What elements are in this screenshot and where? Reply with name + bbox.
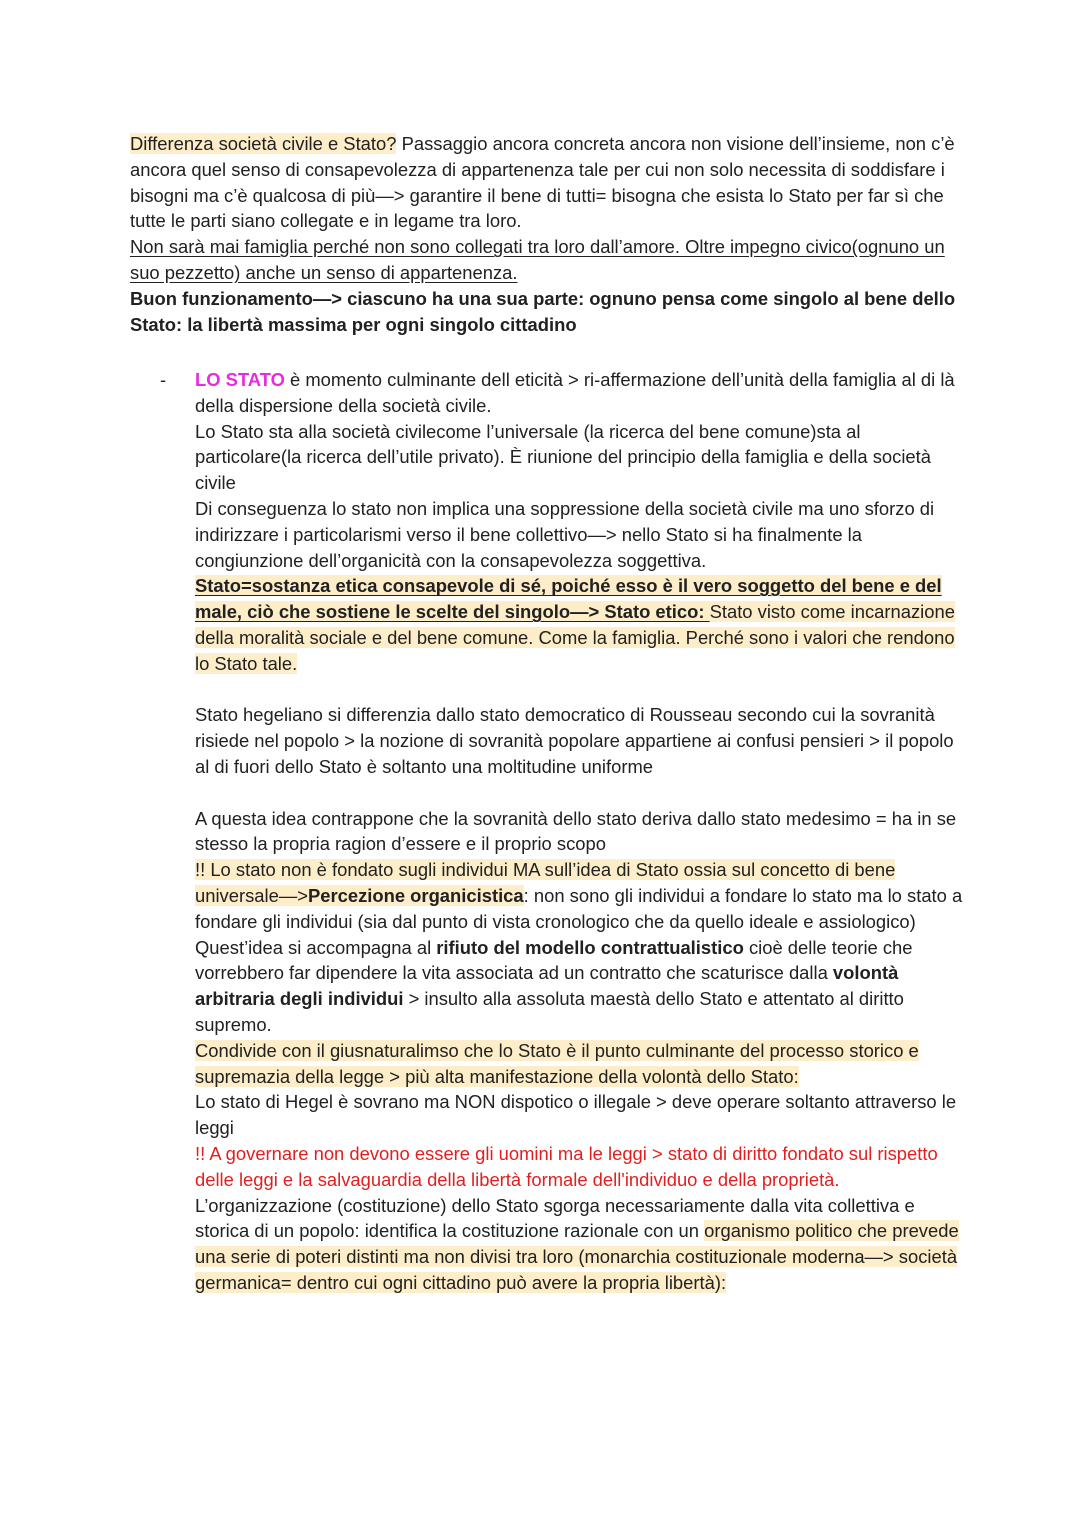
bold-definition: Stato=sostanza etica consapevole di sé, poiché esso è il vero soggetto del bene e del male, ciò che sostiene le scelte del singolo—> Stato etico: — [195, 575, 942, 623]
paragraph-text: è momento culminante dell eticità > ri-affermazione dell’unità della famiglia al di là della dispersione della società civile. — [195, 369, 955, 416]
red-statement: !! A governare non devono essere gli uomini ma le leggi > stato di diritto fondato sul rispetto delle leggi e la salvaguardia della libertà formale dell'individuo e della proprietà. — [195, 1142, 938, 1190]
underlined-statement: Non sarà mai famiglia perché non sono collegati tra loro dall’amore. Oltre impegno civico(ognuno un suo pezzetto) anche un senso di appartenenza. — [130, 236, 945, 283]
bold-term: Percezione organicistica — [307, 884, 524, 906]
paragraph-conseguenza: Di conseguenza lo stato non implica una soppressione della società civile ma uno sforzo di indirizzare i particolarismi verso il bene collettivo—> nello Stato si ha finalmente la congiunzione dell’organicità con la consapevolezza soggettiva. — [195, 497, 935, 571]
list-item — [195, 367, 965, 1296]
paragraph-contrattualistico — [195, 935, 965, 1038]
highlighted-text: Stato visto come incarnazione della moralità sociale e del bene comune. Come la famiglia. Perché sono i valori che rendono lo Stato tale. — [195, 601, 955, 674]
paragraph-costituzione — [195, 1193, 965, 1296]
paragraph-giusnaturalismo — [195, 1038, 965, 1090]
spacer — [195, 677, 965, 703]
highlighted-text: organismo politico che prevede una serie di poteri distinti ma non divisi tra loro (monarchia costituzionale moderna—> società germanica= dentro cui ogni cittadino può avere la propria libertà): — [195, 1220, 959, 1293]
paragraph-sovranita: A questa idea contrappone che la sovranità dello stato deriva dallo stato medesimo = ha in se stesso la propria ragion d’essere e il proprio scopo — [195, 807, 957, 855]
paragraph-lo-stato — [195, 367, 965, 419]
bold-statement: Buon funzionamento—> ciascuno ha una sua parte: ognuno pensa come singolo al bene dello Stato: la libertà massima per ogni singolo cittadino — [130, 287, 956, 335]
paragraph-rousseau: Stato hegeliano si differenzia dallo stato democratico di Rousseau secondo cui la sovranità risiede nel popolo > la nozione di sovranità popolare appartiene ai confusi pensieri > il popolo al di fuori dello Stato è soltanto una moltitudine uniforme — [195, 704, 954, 777]
intro-paragraph — [130, 131, 960, 234]
spacer — [195, 780, 965, 806]
intro-section — [130, 131, 960, 337]
heading-lo-stato: LO STATO — [195, 369, 285, 390]
paragraph-universale: Lo Stato sta alla società civilecome l’universale (la ricerca del bene comune)sta al particolare(la ricerca dell’utile privato). È riunione del principio della famiglia e della società civile — [195, 420, 931, 494]
highlighted-question: Differenza società civile e Stato? — [130, 133, 397, 154]
bold-term: rifiuto del modello contrattualistico — [436, 936, 744, 958]
highlighted-text: !! Lo stato non è fondato sugli individui MA sull’idea di Stato ossia sul concetto di bene universale—> — [195, 859, 896, 906]
paragraph-text: Quest’idea si accompagna al — [195, 936, 437, 958]
paragraph-text: : non sono gli individui a fondare lo stato ma lo stato a fondare gli individui (sia dal punto di vista cronologico che da quello ideale e assiologico) — [195, 884, 963, 932]
paragraph-text: L’organizzazione (costituzione) dello Stato sgorga necessariamente dalla vita collettiva e storica di un popolo: identifica la costituzione razionale con un — [195, 1194, 915, 1242]
paragraph-text: cioè delle teorie che vorrebbero far dipendere la vita associata ad un contratto che scaturisce dalla — [195, 936, 913, 984]
paragraph-text: > insulto alla assoluta maestà dello Stato e attentato al diritto supremo. — [195, 988, 904, 1035]
highlighted-text: Condivide con il giusnaturalimso che lo Stato è il punto culminante del processo storico e supremazia della legge > più alta manifestazione della volontà dello Stato: — [195, 1039, 919, 1087]
list-bullet: - — [160, 369, 167, 390]
paragraph-hegel-sovrano: Lo stato di Hegel è sovrano ma NON dispotico o illegale > deve operare soltanto attraverso le leggi — [195, 1091, 957, 1139]
intro-text: Passaggio ancora concreta ancora non visione dell’insieme, non c’è ancora quel senso di consapevolezza di appartenenza tale per cui non solo necessita di soddisfare i bisogni ma c’è qualcosa di più—> garantire il bene di tutti= bisogna che esista lo Stato per far sì che tutte le parti siano collegate e in legame tra loro. — [130, 133, 955, 232]
paragraph-organicistica — [195, 857, 965, 934]
bold-term: volontà arbitraria degli individui — [195, 962, 899, 1010]
paragraph-stato-etico — [195, 573, 965, 676]
